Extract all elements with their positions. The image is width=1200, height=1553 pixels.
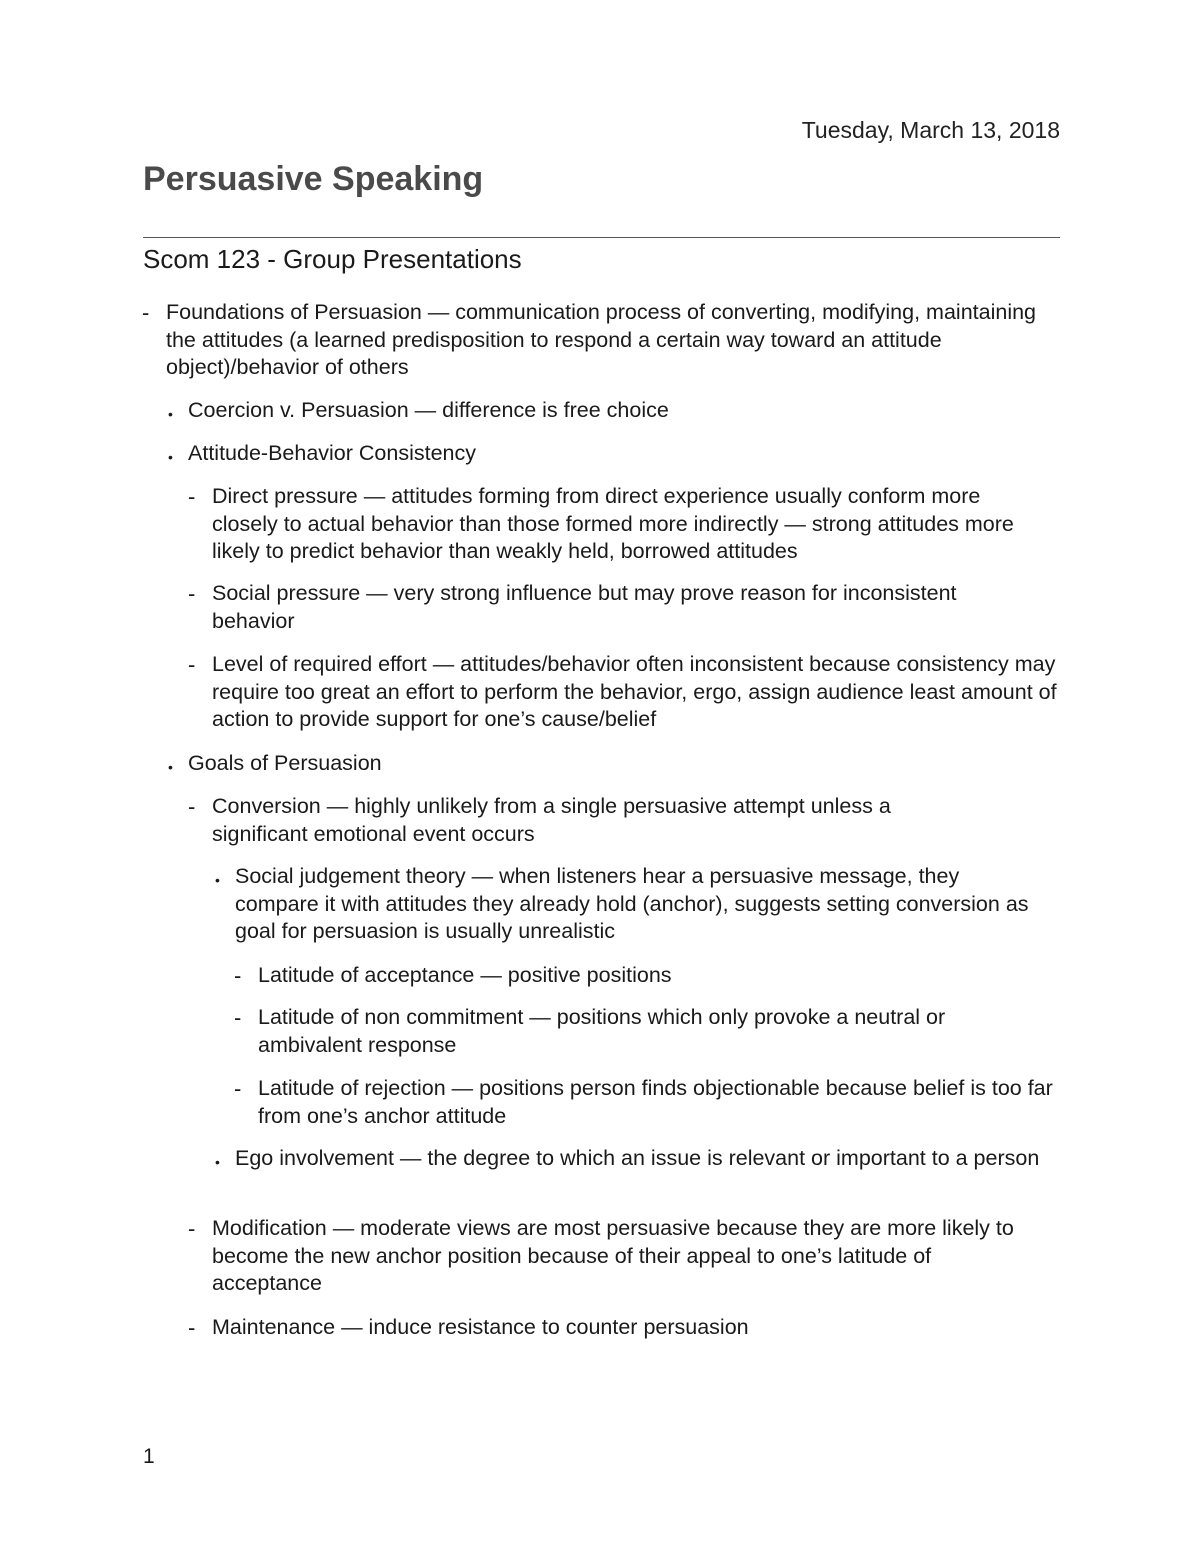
date: Tuesday, March 13, 2018	[801, 117, 1060, 143]
dash-marker: -	[188, 794, 196, 819]
outline-item-text: Social pressure — very strong influence but may prove reason for inconsistent behavior	[212, 581, 957, 633]
outline-item-text: Coercion v. Persuasion — difference is free choice	[188, 398, 669, 422]
outline-item-text: Goals of Persuasion	[188, 751, 382, 775]
outline-item-latitude-acceptance	[234, 962, 1048, 990]
outline-item-text: Social judgement theory — when listeners hear a persuasive message, they compare it with attitudes they already hold (anchor), suggests setting conversion as goal for persuasion is usually unrealistic	[235, 864, 1029, 943]
outline-item-text: Conversion — highly unlikely from a single persuasive attempt unless a significant emotional event occurs	[212, 794, 891, 846]
outline-item-text: Foundations of Persuasion — communication process of converting, modifying, maintaining the attitudes (a learned predisposition to respond a certain way toward an attitude object)/behavior of others	[166, 300, 1037, 379]
dash-marker: -	[234, 1005, 242, 1030]
title-divider	[143, 237, 1060, 238]
outline-item-goals	[168, 750, 1048, 778]
outline-item-text: Latitude of acceptance — positive positions	[258, 963, 672, 987]
outline-item-text: Modification — moderate views are most persuasive because they are more likely to become the new anchor position because of their appeal to one’s latitude of acceptance	[212, 1216, 1014, 1295]
outline-item-attitude-behavior	[168, 440, 1048, 468]
outline-item-foundations	[142, 299, 1046, 382]
outline-item-ego-involvement	[215, 1145, 1053, 1173]
outline-item-text: Latitude of rejection — positions person finds objectionable because belief is too far from one’s anchor attitude	[258, 1076, 1053, 1128]
outline-item-latitude-rejection	[234, 1075, 1053, 1130]
section-heading: Scom 123 - Group Presentations	[143, 244, 522, 274]
dash-marker: -	[188, 1216, 196, 1241]
dash-marker: -	[188, 484, 196, 509]
outline-item-conversion	[188, 793, 992, 848]
bullet-marker: •	[168, 449, 173, 465]
outline-item-coercion	[168, 397, 1048, 425]
bullet-marker: •	[168, 759, 173, 775]
outline-item-required-effort	[188, 651, 1057, 734]
dash-marker: -	[142, 300, 150, 325]
bullet-marker: •	[215, 1154, 220, 1170]
bullet-marker: •	[168, 406, 173, 422]
outline-item-text: Ego involvement — the degree to which an issue is relevant or important to a person	[235, 1146, 1040, 1170]
outline-item-social-pressure	[188, 580, 1042, 635]
page-number: 1	[143, 1445, 155, 1468]
outline-item-text: Attitude-Behavior Consistency	[188, 441, 477, 465]
outline-item-social-judgement	[215, 863, 1045, 946]
outline-item-text: Direct pressure — attitudes forming from direct experience usually conform more closely to actual behavior than those formed more indirectly — strong attitudes more likely to predict behavior than weakly held, borrowed attitudes	[212, 484, 1014, 563]
dash-marker: -	[188, 652, 196, 677]
page-title: Persuasive Speaking	[143, 160, 484, 198]
dash-marker: -	[234, 1076, 242, 1101]
outline-item-text: Level of required effort — attitudes/behavior often inconsistent because consistency may require too great an effort to perform the behavior, ergo, assign audience least amount of action to provide support for one’s cause/belief	[212, 652, 1057, 731]
outline-item-direct-pressure	[188, 483, 1042, 566]
dash-marker: -	[234, 963, 242, 988]
dash-marker: -	[188, 1315, 196, 1340]
dash-marker: -	[188, 581, 196, 606]
bullet-marker: •	[215, 872, 220, 888]
outline-item-text: Latitude of non commitment — positions which only provoke a neutral or ambivalent response	[258, 1005, 946, 1057]
outline-item-latitude-non-commitment	[234, 1004, 1038, 1059]
outline-item-modification	[188, 1215, 1022, 1298]
outline-item-text: Maintenance — induce resistance to counter persuasion	[212, 1315, 749, 1339]
outline-item-maintenance	[188, 1314, 1042, 1342]
